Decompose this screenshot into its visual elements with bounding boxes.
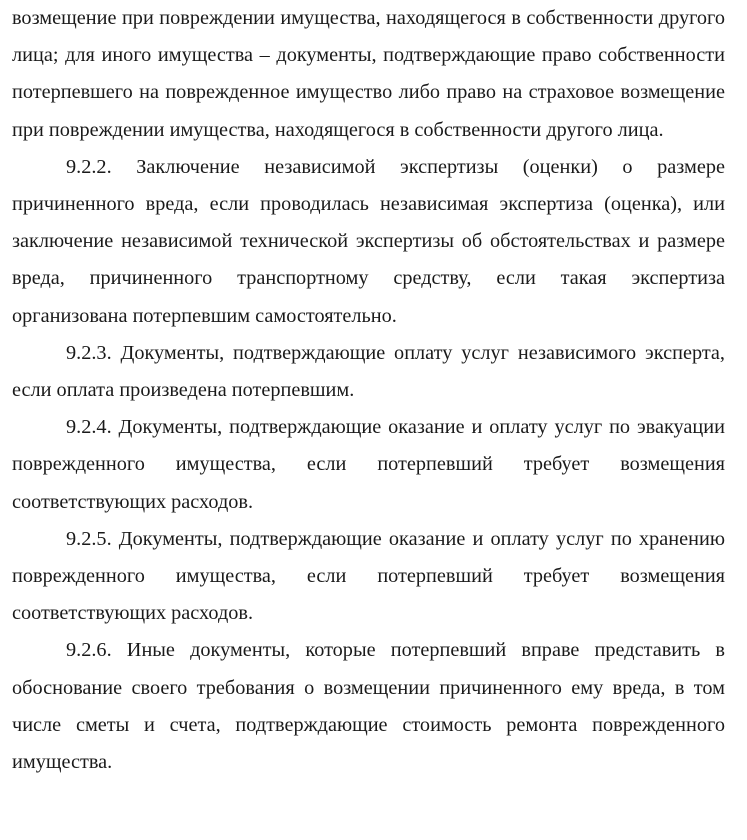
clause-text: Документы, подтверждающие оказание и оплату услуг по эвакуации поврежденного имущества, если потерпевший требует возмещения соответствующих расходов.	[12, 416, 725, 513]
clause-number: 9.2.5.	[66, 527, 112, 550]
paragraph-continuation	[12, 0, 725, 149]
clause-text: Документы, подтверждающие оказание и оплату услуг по хранению поврежденного имущества, если потерпевший требует возмещения соответствующих расходов.	[12, 527, 725, 625]
clause-text: Иные документы, которые потерпевший вправе представить в обоснование своего требования о возмещении причиненного ему вреда, в том числе сметы и счета, подтверждающие стоимость ремонта поврежденного имущества.	[12, 639, 725, 774]
clause-number: 9.2.3.	[66, 341, 112, 364]
clause-number: 9.2.6.	[66, 639, 112, 662]
clause-text: Заключение независимой экспертизы (оценки) о размере причиненного вреда, если проводилась независимая экспертиза (оценка), или заключение независимой технической экспертизы об обстоятельствах и размере вреда, причиненного транспортному средству, если такая экспертиза организована потерпевшим самостоятельно.	[12, 155, 725, 327]
paragraph-text: возмещение при повреждении имущества, находящегося в собственности другого лица; для иного имущества – документы, подтверждающие право собственности потерпевшего на поврежденное имущество либо право на страховое возмещение при повреждении имущества, находящегося в собственности другого лица.	[12, 7, 725, 141]
clause-9-2-4	[12, 409, 725, 521]
clause-number: 9.2.4.	[66, 416, 112, 439]
document-page	[12, 0, 725, 781]
clause-9-2-2	[12, 149, 725, 335]
clause-9-2-5	[12, 521, 725, 633]
clause-text: Документы, подтверждающие оплату услуг независимого эксперта, если оплата произведена потерпевшим.	[12, 341, 725, 402]
clause-9-2-3	[12, 335, 725, 409]
clause-9-2-6	[12, 632, 725, 781]
clause-number: 9.2.2.	[66, 155, 112, 178]
